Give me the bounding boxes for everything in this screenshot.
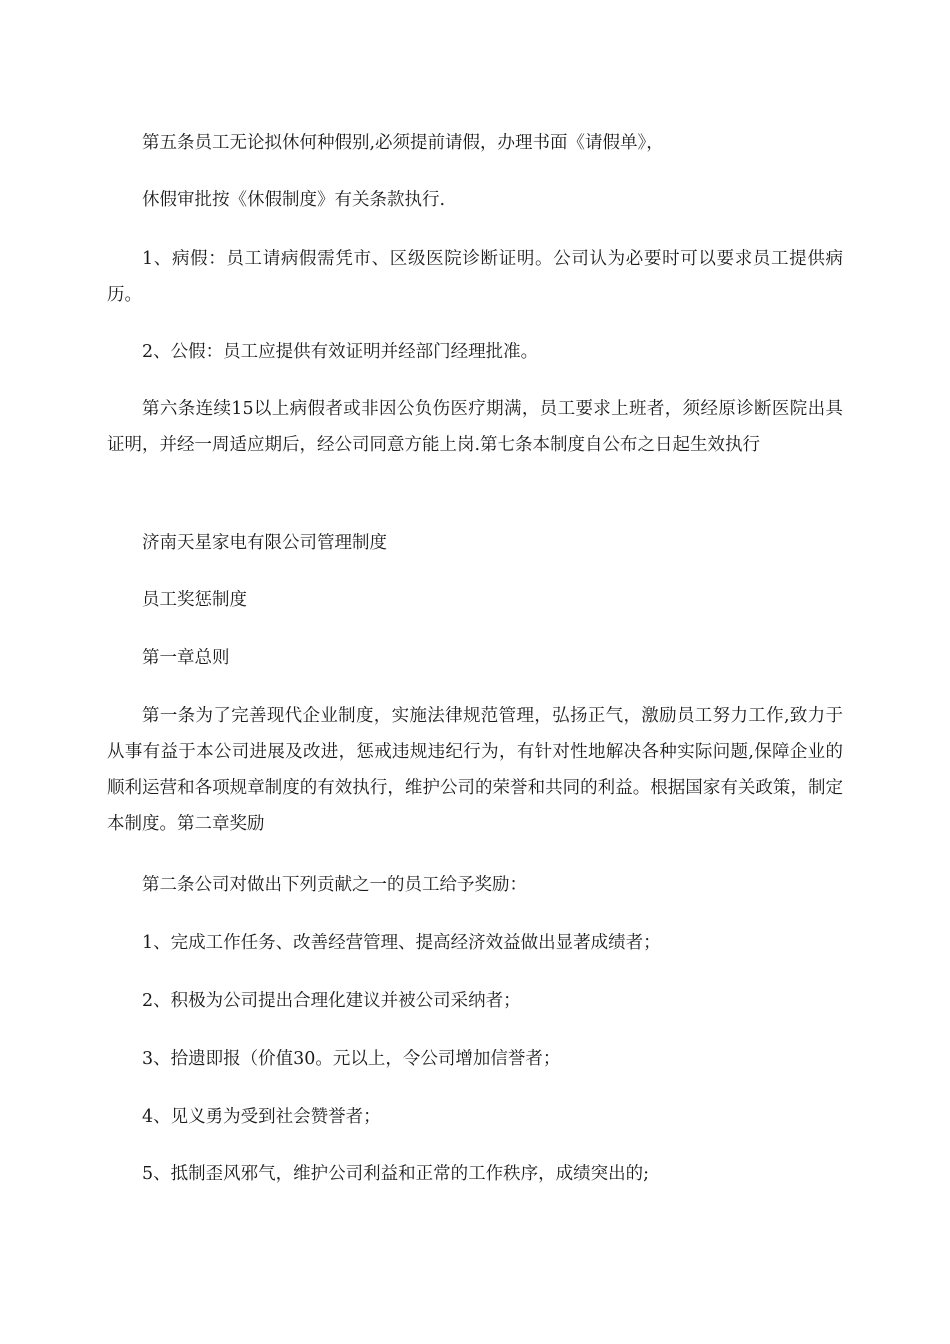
list-item-reward-4: 4、见义勇为受到社会赞誉者； [142,1107,381,1127]
list-item-reward-5: 5、抵制歪风邪气，维护公司利益和正常的工作秩序，成绩突出的; [142,1164,650,1184]
list-item-reward-2: 2、积极为公司提出合理化建议并被公司采纳者； [142,991,521,1011]
list-item-reward-1: 1、完成工作任务、改善经营管理、提高经济效益做出显著成绩者； [142,933,661,953]
chapter-1-heading: 第一章总则 [142,648,230,668]
paragraph-sick-leave: 1、病假：员工请病假需凭市、区级医院诊断证明。公司认为必要时可以要求员工提供病历。 [107,249,843,305]
paragraph-article-1: 第一条为了完善现代企业制度，实施法律规范管理，弘扬正气，激励员工努力工作,致力于从事有益于本公司进展及改进，惩戒违规违纪行为，有针对性地解决各种实际问题,保障企业的顺利运营和各项规章制度的有效执行，维护公司的荣誉和共同的利益。根据国家有关政策，制定本制度。第二章奖励 [107,706,843,834]
section-reward-policy-title: 员工奖惩制度 [142,590,247,610]
paragraph-article-6-7: 第六条连续15以上病假者或非因公负伤医疗期满，员工要求上班者，须经原诊断医院出具证明，并经一周适应期后，经公司同意方能上岗.第七条本制度自公布之日起生效执行 [107,399,843,455]
paragraph-article-2: 第二条公司对做出下列贡献之一的员工给予奖励： [142,875,527,895]
section-company-title: 济南天星家电有限公司管理制度 [142,533,387,553]
paragraph-public-leave: 2、公假：员工应提供有效证明并经部门经理批准。 [142,342,539,362]
paragraph-article-5: 第五条员工无论拟休何种假别,必须提前请假，办理书面《请假单》， [142,133,664,153]
paragraph-leave-approval: 休假审批按《休假制度》有关条款执行. [142,190,446,210]
list-item-reward-3: 3、拾遗即报（价值30。元以上，令公司增加信誉者； [142,1049,561,1069]
